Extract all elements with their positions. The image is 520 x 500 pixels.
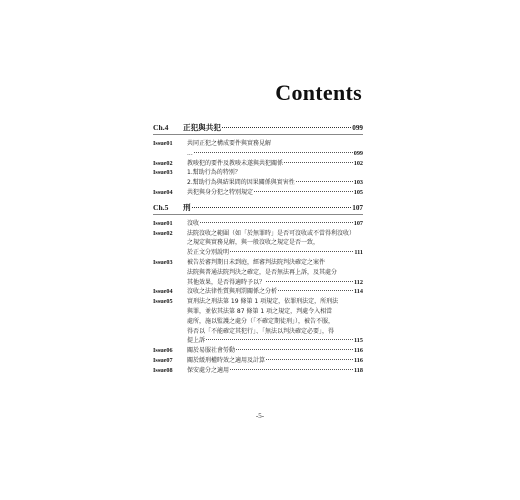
dot-leader — [192, 207, 352, 208]
issue-line — [187, 258, 363, 268]
issue-line — [187, 178, 363, 188]
dot-leader — [222, 127, 351, 128]
issue-text: 共同正犯之構成要件與實務見解 — [187, 140, 272, 147]
issue-page-number: 103 — [353, 179, 363, 187]
issue-label: Issue08 — [153, 366, 173, 374]
chapter-title-line — [183, 202, 363, 213]
issue-line — [187, 336, 363, 346]
issue-label: Issue01 — [153, 219, 173, 227]
dot-leader — [206, 339, 353, 340]
issue-text: 實刑法之刑法第 19 條第 1 項規定，依罪刑法定，所刑法 — [187, 298, 339, 306]
issue-text: ... — [187, 149, 193, 157]
chapter-label: Ch.5 — [153, 202, 169, 212]
issue-line — [187, 219, 363, 229]
issue-line — [187, 188, 363, 198]
toc-entry[interactable] — [153, 297, 363, 346]
issue-page-number: 112 — [354, 278, 363, 286]
toc-entry[interactable] — [153, 159, 363, 169]
issue-line — [187, 297, 363, 307]
issue-body — [187, 297, 363, 346]
issue-text: 法院與普通法院判決之確定，是否無法再上訴，及其處分 — [187, 268, 338, 276]
page-number: -5- — [255, 412, 265, 420]
issue-page-number: 118 — [354, 366, 363, 374]
issue-page-number: 111 — [354, 249, 363, 257]
toc-entry[interactable] — [153, 258, 363, 287]
issue-line — [187, 229, 363, 239]
issue-line — [187, 139, 363, 149]
issue-line — [187, 238, 363, 248]
chapter-title-line — [183, 122, 363, 133]
issue-body — [187, 159, 363, 169]
issue-line — [187, 168, 363, 178]
dot-leader — [200, 222, 353, 223]
issue-body — [187, 139, 363, 159]
issue-text: 提上訴 — [187, 337, 206, 345]
issue-page-number: 105 — [353, 188, 363, 196]
toc-entry[interactable] — [153, 346, 363, 356]
toc-entry[interactable] — [153, 168, 363, 188]
issue-text: 關於易服社會勞動 — [187, 347, 236, 355]
issue-label: Issue05 — [153, 298, 173, 306]
issue-body — [187, 366, 363, 376]
issue-text: 與罪，並依其法第 87 條第 1 項之規定，判處令入相當 — [187, 307, 333, 315]
issue-page-number: 107 — [353, 219, 363, 227]
issue-text: 處所，施以監護之處分（「不確定期徒刑」），被告不服， — [187, 317, 335, 325]
toc-entry[interactable] — [153, 188, 363, 198]
dot-leader — [284, 162, 353, 163]
issue-page-number: 114 — [354, 288, 363, 296]
toc-entry[interactable] — [153, 229, 363, 258]
issue-label: Issue04 — [153, 188, 173, 196]
issue-line — [187, 366, 363, 376]
issue-label: Issue01 — [153, 140, 173, 147]
toc-entry[interactable] — [153, 219, 363, 229]
issue-page-number: 102 — [353, 159, 363, 167]
issue-text: 2.幫助行為與結果間的因果關係與實害性 — [187, 179, 295, 187]
issue-line — [187, 327, 363, 337]
issue-body — [187, 229, 363, 258]
issue-label: Issue03 — [153, 258, 173, 266]
issue-label: Issue02 — [153, 159, 173, 167]
dot-leader — [254, 191, 353, 192]
issue-text: 之規定與實務見解，與一般沒收之規定是否一致， — [187, 239, 320, 247]
issue-text: 保安處分之適用 — [187, 366, 230, 374]
toc-entry[interactable] — [153, 366, 363, 376]
issue-line — [187, 317, 363, 327]
issue-page-number: 116 — [354, 356, 363, 364]
issue-text: 其他效果，是否得適時予以？ — [187, 278, 266, 286]
issue-line — [187, 346, 363, 356]
issue-text: 得否以「不能確定其犯行」、「無法以判決確定必要」，得 — [187, 327, 335, 335]
issue-text: 被告於審判期日未到庭，經審判法院判決確定之案件 — [187, 258, 326, 266]
issue-body — [187, 219, 363, 229]
page-title: Contents — [275, 80, 362, 105]
table-of-contents — [153, 122, 363, 376]
dot-leader — [230, 251, 353, 252]
toc-entry[interactable] — [153, 139, 363, 159]
issue-label: Issue04 — [153, 288, 173, 296]
issue-body — [187, 287, 363, 297]
chapter-page-number: 099 — [352, 124, 363, 132]
issue-line — [187, 287, 363, 297]
issue-label: Issue02 — [153, 229, 173, 237]
issue-line — [187, 278, 363, 288]
issue-text: 1.幫助行為的特別？ — [187, 169, 241, 177]
dot-leader — [194, 152, 353, 153]
chapter-page-number: 107 — [352, 203, 363, 212]
issue-text: 於正文分別說明 — [187, 249, 230, 257]
issue-body — [187, 346, 363, 356]
toc-entry[interactable] — [153, 287, 363, 297]
issue-body — [187, 168, 363, 188]
issue-text: 沒收之法律性質與刑罰關係之分析 — [187, 288, 278, 296]
issue-page-number: 115 — [354, 337, 363, 345]
issue-body — [187, 356, 363, 366]
issue-label: Issue07 — [153, 356, 173, 364]
issue-text: 法院沒收之範圍（如「於無罪時」是否可沒收或不當得利沒收） — [187, 229, 356, 237]
dot-leader — [296, 181, 353, 182]
issue-line — [187, 149, 363, 159]
issue-body — [187, 258, 363, 287]
chapter-title: 刑 — [183, 202, 191, 212]
issue-line — [187, 268, 363, 278]
issue-page-number: 099 — [353, 149, 363, 157]
issue-line — [187, 248, 363, 258]
chapter-label: Ch.4 — [153, 123, 169, 132]
dot-leader — [278, 290, 353, 291]
issue-line — [187, 307, 363, 317]
chapter-heading[interactable] — [153, 122, 363, 135]
issue-line — [187, 356, 363, 366]
issue-text: 關於緩刑權時效之適用及計算 — [187, 356, 266, 364]
dot-leader — [230, 369, 353, 370]
dot-leader — [266, 281, 353, 282]
issue-text: 教唆犯的要件及教唆未遂與共犯關係 — [187, 159, 284, 167]
issue-line — [187, 159, 363, 169]
dot-leader — [236, 349, 353, 350]
dot-leader — [266, 359, 353, 360]
chapter-heading[interactable] — [153, 202, 363, 215]
issue-page-number: 116 — [354, 347, 363, 355]
toc-entry[interactable] — [153, 356, 363, 366]
issue-label: Issue06 — [153, 347, 173, 355]
issue-text: 共犯與身分犯之特別規定 — [187, 188, 254, 196]
issue-body — [187, 188, 363, 198]
issue-label: Issue03 — [153, 169, 173, 177]
chapter-title: 正犯與共犯 — [183, 123, 221, 132]
issue-text: 沒收 — [187, 219, 200, 227]
